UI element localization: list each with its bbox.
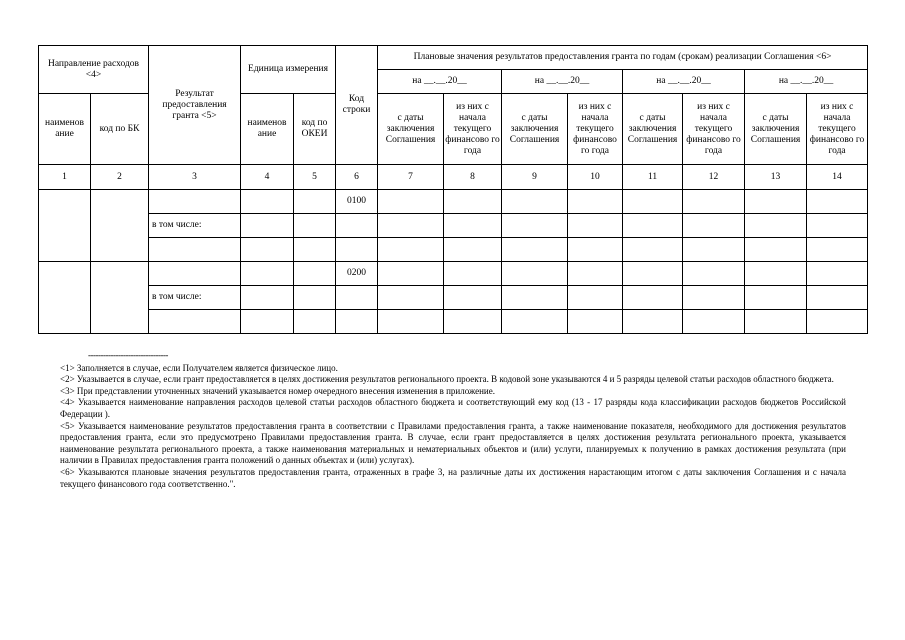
- header-from-date: с даты заключения Соглашения: [745, 94, 807, 165]
- cell-value: [502, 286, 568, 310]
- cell-unit-name: [241, 214, 294, 238]
- cell-value: [623, 286, 683, 310]
- cell-row-code: [336, 310, 378, 334]
- cell-including-label: в том числе:: [149, 286, 241, 310]
- header-period: на __.__.20__: [745, 70, 868, 94]
- cell-value: [502, 262, 568, 286]
- cell-value: [807, 310, 868, 334]
- cell-result: [149, 310, 241, 334]
- cell-okei-code: [294, 286, 336, 310]
- cell-value: [378, 238, 444, 262]
- cell-value: [745, 214, 807, 238]
- table-row: [39, 214, 868, 238]
- cell-unit-name: [241, 238, 294, 262]
- cell-okei-code: [294, 190, 336, 214]
- cell-value: [807, 286, 868, 310]
- header-unit-name: наименов ание: [241, 94, 294, 165]
- cell-value: [745, 262, 807, 286]
- column-number: 9: [502, 165, 568, 190]
- footnote-1: <1> Заполняется в случае, если Получателем является физическое лицо.: [60, 362, 338, 373]
- cell-value: [683, 286, 745, 310]
- cell-okei-code: [294, 310, 336, 334]
- header-from-date: с даты заключения Соглашения: [378, 94, 444, 165]
- column-number: 5: [294, 165, 336, 190]
- footnote-4: <4> Указывается наименование направления расходов целевой статьи расходов областного бюджета и соответствующий ему код (13 - 17 разряды кода классификации расходов бюджетов Российской Федерации ).: [60, 397, 846, 419]
- cell-value: [623, 310, 683, 334]
- cell-value: [568, 262, 623, 286]
- cell-value: [745, 238, 807, 262]
- header-since-year: из них с начала текущего финансово го года: [683, 94, 745, 165]
- cell-value: [623, 238, 683, 262]
- table-row: [39, 238, 868, 262]
- cell-value: [378, 310, 444, 334]
- cell-unit-name: [241, 190, 294, 214]
- cell-value: [444, 190, 502, 214]
- cell-unit-name: [241, 286, 294, 310]
- table-row: [39, 262, 868, 286]
- column-number: 14: [807, 165, 868, 190]
- header-bk-code: код по БК: [91, 94, 149, 165]
- table-row: [39, 310, 868, 334]
- cell-value: [444, 262, 502, 286]
- cell-value: [444, 214, 502, 238]
- cell-value: [807, 190, 868, 214]
- cell-value: [683, 238, 745, 262]
- cell-value: [745, 190, 807, 214]
- cell-result: [149, 190, 241, 214]
- cell-bk-code: [91, 190, 149, 262]
- column-number: 11: [623, 165, 683, 190]
- column-number: 10: [568, 165, 623, 190]
- cell-value: [502, 190, 568, 214]
- column-number: 13: [745, 165, 807, 190]
- column-number: 1: [39, 165, 91, 190]
- cell-result: [149, 262, 241, 286]
- cell-value: [444, 286, 502, 310]
- header-since-year: из них с начала текущего финансово го года: [444, 94, 502, 165]
- cell-bk-code: [91, 262, 149, 334]
- cell-value: [568, 238, 623, 262]
- header-period: на __.__.20__: [378, 70, 502, 94]
- cell-including-label: в том числе:: [149, 214, 241, 238]
- cell-value: [568, 214, 623, 238]
- header-from-date: с даты заключения Соглашения: [502, 94, 568, 165]
- header-name: наименов ание: [39, 94, 91, 165]
- cell-value: [444, 238, 502, 262]
- cell-value: [444, 310, 502, 334]
- column-number-row: [39, 165, 868, 190]
- table-row: [39, 190, 868, 214]
- cell-value: [502, 238, 568, 262]
- cell-value: [623, 190, 683, 214]
- footnote-6: <6> Указываются плановые значения результатов предоставления гранта, отраженных в графе 3, на различные даты их достижения нарастающим итогом с даты заключения Соглашения и с начала текущего финансового года соответственно.".: [60, 466, 846, 489]
- header-direction: Направление расходов <4>: [39, 46, 149, 94]
- results-table: [38, 45, 868, 334]
- cell-value: [568, 286, 623, 310]
- footnotes: [60, 350, 846, 490]
- header-period: на __.__.20__: [623, 70, 745, 94]
- column-number: 6: [336, 165, 378, 190]
- cell-value: [683, 190, 745, 214]
- cell-value: [745, 310, 807, 334]
- cell-okei-code: [294, 262, 336, 286]
- header-period: на __.__.20__: [502, 70, 623, 94]
- cell-value: [378, 190, 444, 214]
- cell-value: [502, 214, 568, 238]
- footnote-3: <3> При представлении уточненных значений указывается номер очередного внесения изменения в приложение.: [60, 385, 495, 396]
- cell-value: [683, 262, 745, 286]
- cell-okei-code: [294, 238, 336, 262]
- cell-value: [807, 214, 868, 238]
- cell-direction-name: [39, 190, 91, 262]
- cell-value: [502, 310, 568, 334]
- header-since-year: из них с начала текущего финансово го года: [807, 94, 868, 165]
- column-number: 7: [378, 165, 444, 190]
- cell-value: [378, 286, 444, 310]
- column-number: 2: [91, 165, 149, 190]
- cell-unit-name: [241, 262, 294, 286]
- footnote-5: <5> Указывается наименование результатов предоставления гранта в соответствии с Правилами предоставления гранта, а также наименование показателя, необходимого для достижения результатов предоставления гранта, если это предусмотрено Правилами предоставления гранта. В случае, если грант предоставляется в целях достижения результата регионального проекта, указывается наименование результата регионального проекта, а также наименования материальных и нематериальных объектов и (или) услуги, планируемых к получению в рамках достижения результата (при наличии в Правилах предоставления гранта положений о данных объектах и (или) услугах).: [60, 420, 846, 466]
- cell-unit-name: [241, 310, 294, 334]
- cell-value: [378, 214, 444, 238]
- header-okei-code: код по ОКЕИ: [294, 94, 336, 165]
- cell-value: [568, 310, 623, 334]
- cell-row-code: [336, 214, 378, 238]
- header-from-date: с даты заключения Соглашения: [623, 94, 683, 165]
- cell-value: [568, 190, 623, 214]
- header-row-1: [39, 46, 868, 70]
- footnote-2: <2> Указывается в случае, если грант предоставляется в целях достижения результатов регионального проекта. В кодовой зоне указываются 4 и 5 разряды целевой статьи расходов областного бюджета.: [60, 374, 834, 385]
- cell-value: [807, 238, 868, 262]
- column-number: 4: [241, 165, 294, 190]
- header-since-year: из них с начала текущего финансово го года: [568, 94, 623, 165]
- cell-row-code: 0200: [336, 262, 378, 286]
- cell-value: [683, 214, 745, 238]
- cell-value: [378, 262, 444, 286]
- header-planned: Плановые значения результатов предоставления гранта по годам (срокам) реализации Соглашения <6>: [378, 46, 868, 70]
- cell-value: [623, 214, 683, 238]
- column-number: 8: [444, 165, 502, 190]
- cell-direction-name: [39, 262, 91, 334]
- cell-value: [807, 262, 868, 286]
- cell-value: [745, 286, 807, 310]
- cell-value: [683, 310, 745, 334]
- header-unit: Единица измерения: [241, 46, 336, 94]
- table-row: [39, 286, 868, 310]
- footnote-separator: --------------------------------: [88, 350, 168, 360]
- cell-okei-code: [294, 214, 336, 238]
- cell-row-code: 0100: [336, 190, 378, 214]
- header-row-code: Код строки: [336, 46, 378, 165]
- cell-result: [149, 238, 241, 262]
- cell-row-code: [336, 238, 378, 262]
- column-number: 3: [149, 165, 241, 190]
- column-number: 12: [683, 165, 745, 190]
- cell-row-code: [336, 286, 378, 310]
- cell-value: [623, 262, 683, 286]
- header-result: Результат предоставления гранта <5>: [149, 46, 241, 165]
- results-table-container: [38, 45, 867, 334]
